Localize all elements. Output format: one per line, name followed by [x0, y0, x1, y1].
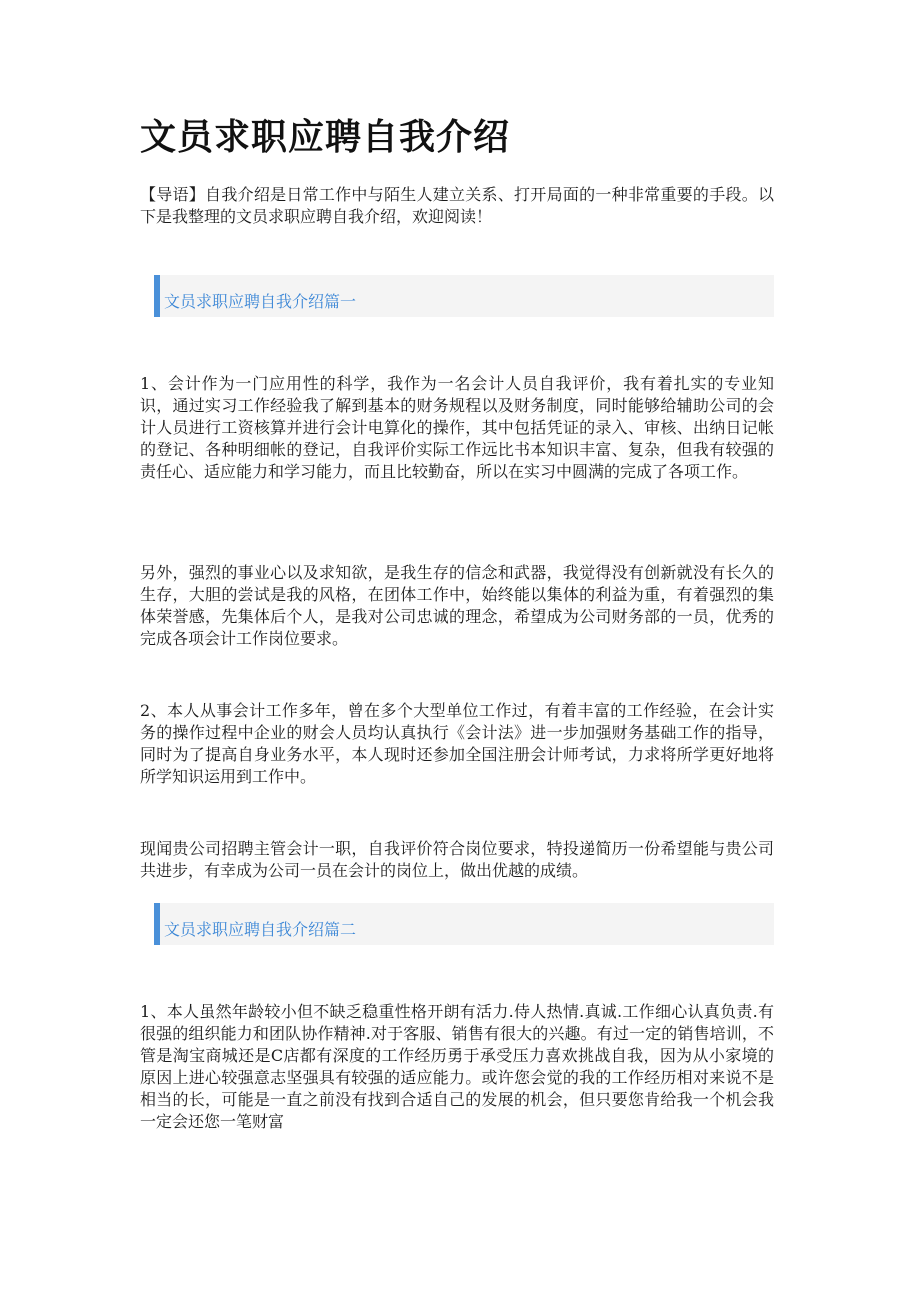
section-heading-1 — [154, 275, 774, 317]
section-heading-2-text: 文员求职应聘自我介绍篇二 — [164, 920, 357, 939]
section-heading-2 — [154, 903, 774, 945]
section-2-paragraph-1: 1、本人虽然年龄较小但不缺乏稳重性格开朗有活力.侍人热情.真诚.工作细心认真负责.有很强的组织能力和团队协作精神.对于客服、销售有很大的兴趣。有过一定的销售培训，不管是淘宝商城还是C店都有深度的工作经历勇于承受压力喜欢挑战自我，因为从小家境的原因上进心较强意志坚强具有较强的适应能力。或许您会觉的我的工作经历相对来说不是相当的长，可能是一直之前没有找到合适自己的发展的机会，但只要您肯给我一个机会我一定会还您一笔财富 — [140, 1002, 774, 1131]
section-1-paragraph-4: 现闻贵公司招聘主管会计一职，自我评价符合岗位要求，特投递简历一份希望能与贵公司共进步，有幸成为公司一员在会计的岗位上，做出优越的成绩。 — [140, 839, 774, 880]
section-1-paragraph-2: 另外，强烈的事业心以及求知欲，是我生存的信念和武器，我觉得没有创新就没有长久的生存，大胆的尝试是我的风格，在团体工作中，始终能以集体的利益为重，有着强烈的集体荣誉感，先集体后个人，是我对公司忠诚的理念，希望成为公司财务部的一员，优秀的完成各项会计工作岗位要求。 — [140, 563, 774, 648]
section-1-paragraph-1: 1、会计作为一门应用性的科学，我作为一名会计人员自我评价，我有着扎实的专业知识，通过实习工作经验我了解到基本的财务规程以及财务制度，同时能够给辅助公司的会计人员进行工资核算并进行会计电算化的操作，其中包括凭证的录入、审核、出纳日记帐的登记、各种明细帐的登记，自我评价实际工作远比书本知识丰富、复杂，但我有较强的责任心、适应能力和学习能力，而且比较勤奋，所以在实习中圆满的完成了各项工作。 — [140, 374, 774, 481]
section-1-paragraph-3: 2、本人从事会计工作多年，曾在多个大型单位工作过，有着丰富的工作经验，在会计实务的操作过程中企业的财会人员均认真执行《会计法》进一步加强财务基础工作的指导，同时为了提高自身业务水平，本人现时还参加全国注册会计师考试，力求将所学更好地将所学知识运用到工作中。 — [140, 701, 774, 786]
page-title: 文员求职应聘自我介绍 — [140, 116, 511, 158]
section-heading-1-text: 文员求职应聘自我介绍篇一 — [164, 292, 357, 311]
intro-paragraph: 【导语】自我介绍是日常工作中与陌生人建立关系、打开局面的一种非常重要的手段。以下是我整理的文员求职应聘自我介绍，欢迎阅读！ — [140, 185, 774, 226]
